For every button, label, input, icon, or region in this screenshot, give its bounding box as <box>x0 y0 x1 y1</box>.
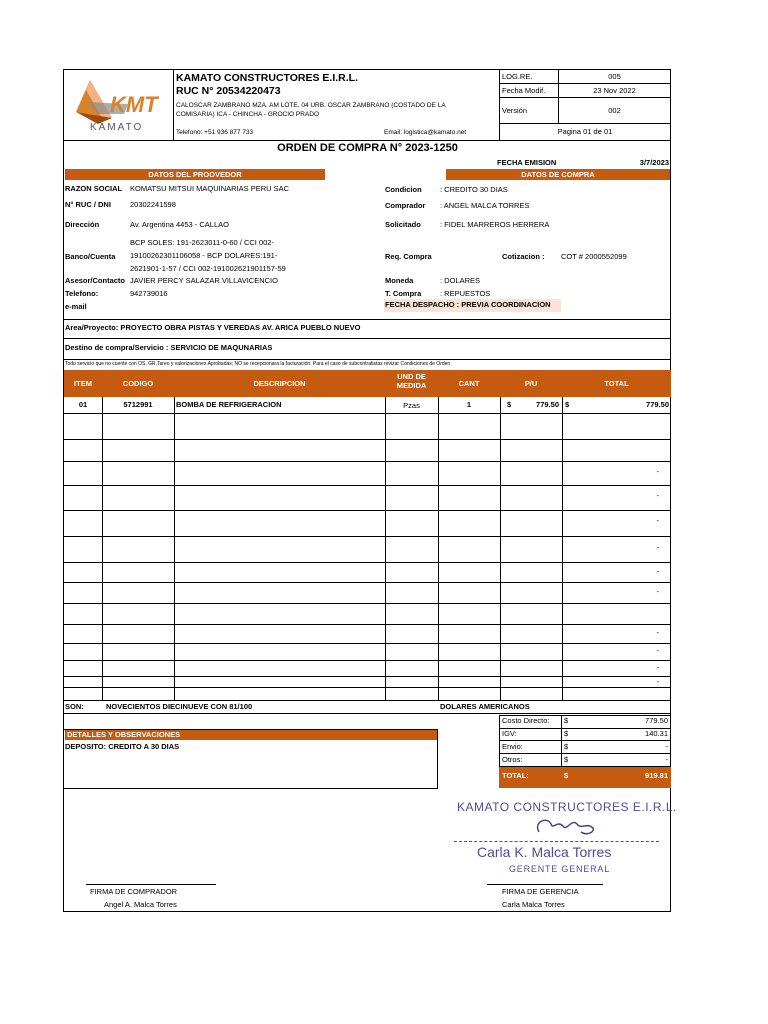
ruc-value: 20302241598 <box>130 200 176 209</box>
tcompra-label: T. Compra <box>385 289 422 298</box>
firma-comprador-label: FIRMA DE COMPRADOR <box>90 887 178 896</box>
telefono-label: Telefono: <box>65 289 99 298</box>
asesor-label: Asesor/Contacto <box>65 276 126 285</box>
logo-text: KMT <box>110 92 158 117</box>
stamp-name: Carla K. Malca Torres <box>477 844 612 860</box>
destino-compra: Destino de compra/Servicio : SERVICIO DE MAQUNARIAS <box>65 343 273 352</box>
son-value: NOVECIENTOS DIECINUEVE CON 81/100 <box>106 702 253 711</box>
row1-total-currency: $ <box>565 400 570 409</box>
envio-label: Envio: <box>502 742 523 751</box>
stamp-role: GERENTE GENERAL <box>509 864 611 874</box>
cotizacion-label: Cotizacion : <box>502 252 545 261</box>
banco-line-1: BCP SOLES: 191-2623011-0-60 / CCI 002- <box>130 238 274 247</box>
envio-value: - <box>665 742 668 751</box>
total-currency: $ <box>564 771 569 780</box>
detalles-header-text: DETALLES Y OBSERVACIONES <box>67 730 181 739</box>
company-logo <box>68 74 168 134</box>
banco-line-3: 2621901-1-57 / CCI 002-191002621901157-59 <box>130 264 286 273</box>
empty-total: - <box>656 587 659 596</box>
compra-header <box>446 169 670 180</box>
row1-pu-currency: $ <box>507 400 512 409</box>
company-address: CALOSCAR ZAMBRANO MZA. AM LOTE. 04 URB. OSCAR ZAMBRANO (COSTADO DE LA COMISARIA) ICA - CHINCHA - GROCIO PRADO <box>176 102 446 119</box>
company-email: Email: logistica@kamato.net <box>384 129 467 136</box>
detalles-box <box>64 729 438 789</box>
page-number: Pagina 01 de 01 <box>557 127 613 136</box>
stamp-company: KAMATO CONSTRUCTORES E.I.R.L. <box>457 800 677 814</box>
order-title: ORDEN DE COMPRA N° 2023-1250 <box>277 142 458 154</box>
envio-currency: $ <box>564 742 569 751</box>
row1-cant: 1 <box>466 400 472 409</box>
asesor-value: JAVIER PERCY SALAZAR VILLAVICENCIO <box>130 276 278 285</box>
solicitado-label: Solicitado <box>385 220 421 229</box>
igv-label: IGV: <box>502 729 517 738</box>
condicion-label: Condicion <box>385 185 422 194</box>
stamp-signature <box>529 810 609 842</box>
purchase-order-document <box>63 69 677 912</box>
log-re-label: LOG.RE. <box>502 72 533 81</box>
empty-total: - <box>656 663 659 672</box>
igv-currency: $ <box>564 729 569 738</box>
otros-label: Otros: <box>502 755 523 764</box>
company-ruc: RUC N° 20534220473 <box>176 85 281 97</box>
banco-label: Banco/Cuenta <box>65 252 116 261</box>
th-total: TOTAL <box>604 379 629 388</box>
total-value: 919.81 <box>645 771 668 780</box>
empty-total: - <box>656 491 659 500</box>
detalles-text: DEPOSITO: CREDITO A 30 DIAS <box>65 742 180 751</box>
email-label: e-mail <box>65 302 87 311</box>
version-value: 002 <box>608 106 621 115</box>
company-name: KAMATO CONSTRUCTORES E.I.R.L. <box>176 72 359 84</box>
direccion-label: Dirección <box>65 220 100 229</box>
empty-total: - <box>656 467 659 476</box>
th-cant: CANT <box>458 379 480 388</box>
th-pu: P/U <box>524 379 538 388</box>
son-label: SON: <box>65 702 84 711</box>
th-descripcion: DESCRIPCION <box>253 379 306 388</box>
area-proyecto: Area/Proyecto: PROYECTO OBRA PISTAS Y VEREDAS AV. ARICA PUEBLO NUEVO <box>65 323 361 332</box>
tcompra-value: : REPUESTOS <box>440 289 491 298</box>
row1-pu: 779.50 <box>536 400 559 409</box>
empty-total: - <box>656 628 659 637</box>
fecha-despacho: FECHA DESPACHO : PREVIA COORDINACION <box>385 300 551 309</box>
proveedor-header-text: DATOS DEL PROOVEDOR <box>148 170 242 179</box>
cotizacion-value: COT # 2000552099 <box>561 252 627 261</box>
banco-line-2: 19100262301106058 - BCP DOLARES:191- <box>130 251 278 260</box>
firma-gerencia-name: Carla Malca Torres <box>502 900 565 909</box>
fecha-emision-label: FECHA EMISION <box>497 158 557 167</box>
firma-comprador-name: Angel A. Malca Torres <box>104 900 177 909</box>
version-label: Versión <box>502 106 528 115</box>
company-stamp <box>444 798 677 886</box>
proveedor-header <box>65 169 325 180</box>
fecha-modif-value: 23 Nov 2022 <box>593 86 636 95</box>
log-re-value: 005 <box>608 72 621 81</box>
solicitado-value: : FIDEL MARREROS HERRERA <box>440 220 550 229</box>
razon-social-value: KOMATSU MITSUI MAQUINARIAS PERU SAC <box>130 184 290 193</box>
compra-header-text: DATOS DE COMPRA <box>521 170 595 179</box>
th-item: ITEM <box>74 379 92 388</box>
otros-currency: $ <box>564 755 569 764</box>
row1-item: 01 <box>78 400 88 409</box>
empty-total: - <box>656 567 659 576</box>
empty-total: - <box>656 516 659 525</box>
row1-total: 779.50 <box>646 400 669 409</box>
costo-value: 779.50 <box>645 716 668 725</box>
company-phone: Telefono: +51 936 877 733 <box>176 129 254 136</box>
igv-value: 140.31 <box>645 729 668 738</box>
son-moneda: DOLARES AMERICANOS <box>440 702 530 711</box>
row1-und: Pzas <box>403 401 420 410</box>
logo-subtext: KAMATO <box>90 122 144 133</box>
empty-total: - <box>656 646 659 655</box>
telefono-value: 942739016 <box>130 289 168 298</box>
costo-label: Costo Directo: <box>502 716 550 725</box>
th-codigo: CODIGO <box>122 379 154 388</box>
row1-codigo: 5712991 <box>123 400 153 409</box>
row1-descripcion: BOMBA DE REFRIGERACION <box>176 400 282 409</box>
empty-total: - <box>656 677 659 686</box>
th-und: UND DE MEDIDA <box>396 372 427 390</box>
moneda-value: : DOLARES <box>440 276 481 285</box>
fecha-modif-label: Fecha Modif. <box>502 86 546 95</box>
otros-value: - <box>665 755 668 764</box>
moneda-label: Moneda <box>385 276 414 285</box>
ruc-label: N° RUC / DNI <box>65 200 111 209</box>
fecha-emision-value: 3/7/2023 <box>639 158 669 167</box>
empty-total: - <box>656 543 659 552</box>
costo-currency: $ <box>564 716 569 725</box>
total-label: TOTAL: <box>502 771 529 780</box>
comprador-value: : ANGEL MALCA TORRES <box>440 201 530 210</box>
condicion-value: : CREDITO 30 DIAS <box>440 185 508 194</box>
razon-social-label: RAZON SOCIAL <box>65 184 123 193</box>
firma-gerencia-label: FIRMA DE GERENCIA <box>502 887 579 896</box>
comprador-label: Comprador <box>385 201 426 210</box>
nota-servicio: Todo servicio que no cuente con OS, GR,Tareo y valorizaciones Aprobadas; NO se recepcionara la facturación. Para el caso de subcontratistas revizar Condiciones de Orden <box>65 361 451 367</box>
direccion-value: Av. Argentina 4453 - CALLAO <box>130 220 229 229</box>
req-compra-label: Req. Compra <box>385 252 432 261</box>
